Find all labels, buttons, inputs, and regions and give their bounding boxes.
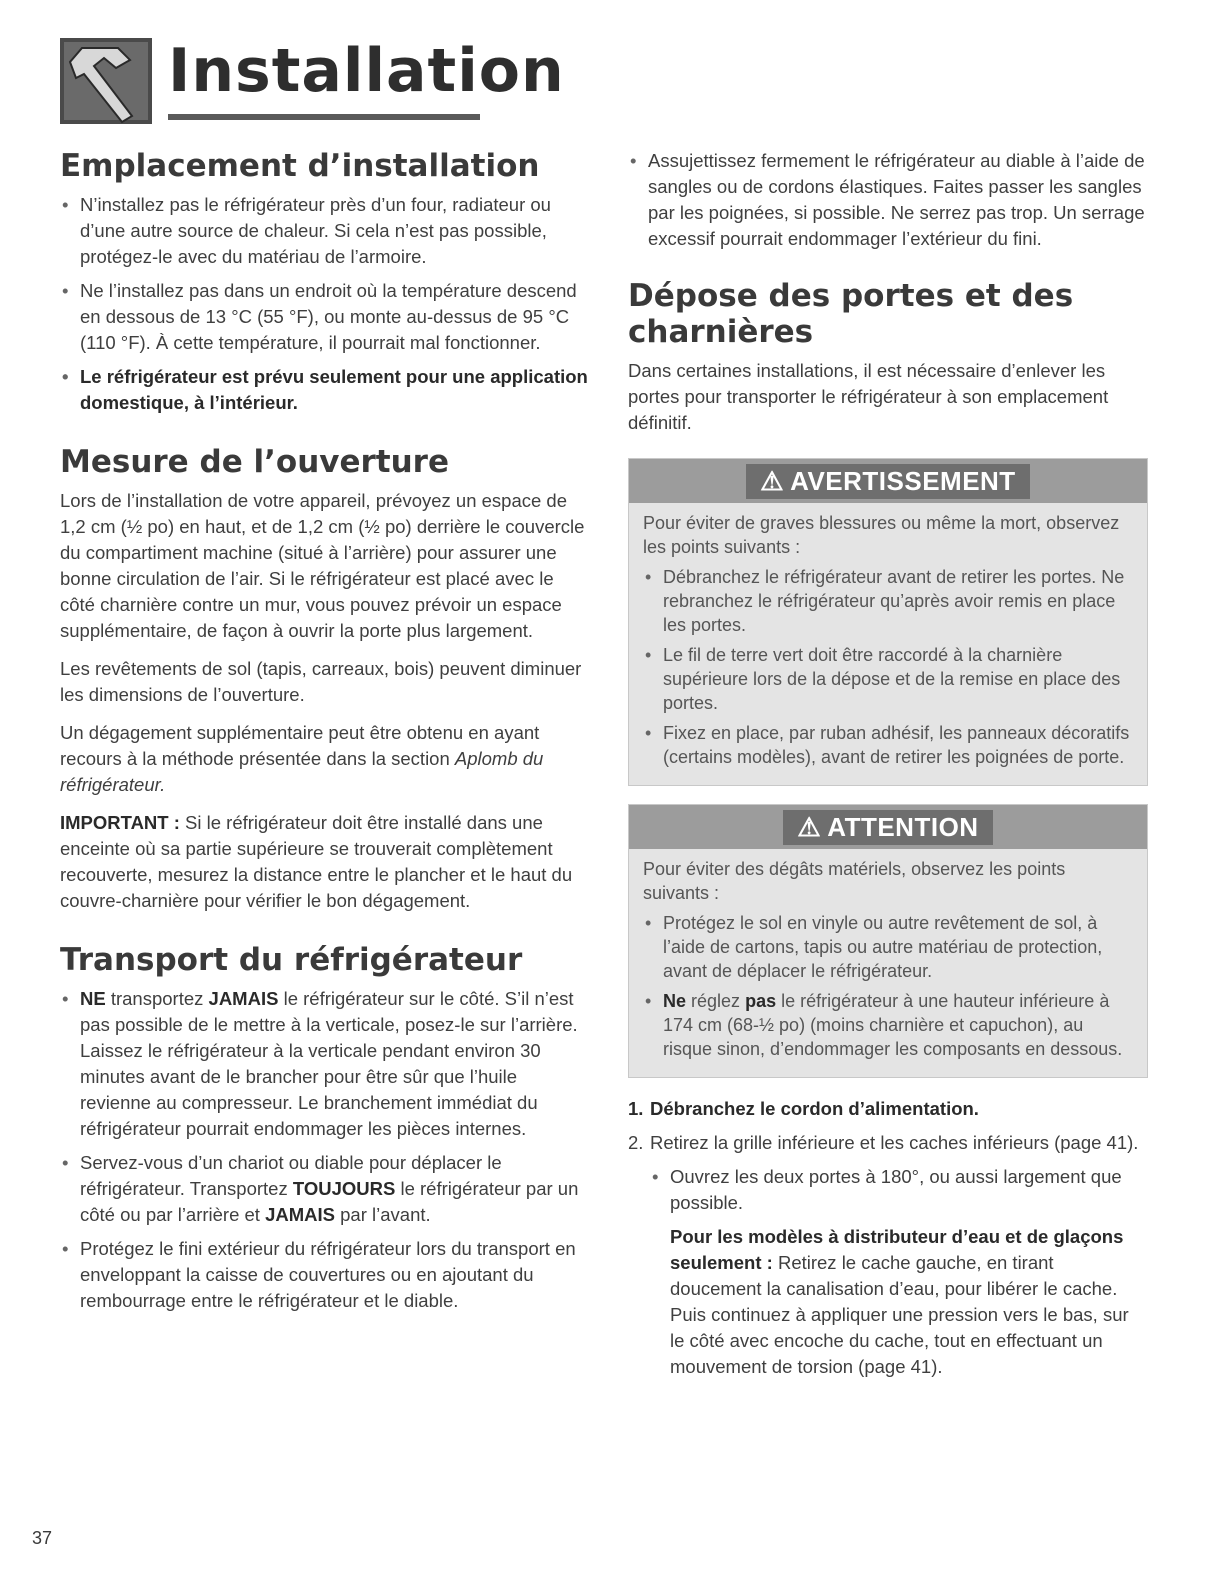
important-label: IMPORTANT : bbox=[60, 812, 180, 833]
step-number: 1. bbox=[628, 1098, 644, 1119]
paragraph bbox=[60, 810, 590, 914]
paragraph bbox=[60, 720, 590, 798]
heading-transport: Transport du réfrigérateur bbox=[60, 942, 523, 978]
list-item: • Ouvrez les deux portes à 180°, ou aussi largement que possible. bbox=[650, 1164, 1148, 1216]
caution-label: ATTENTION bbox=[827, 811, 979, 842]
list-item: • Protégez le sol en vinyle ou autre revêtement de sol, à l’aide de cartons, tapis ou autre matériau de protection, avant de déplacer le réfrigérateur. bbox=[643, 911, 1133, 983]
list-item: • Ne l’installez pas dans un endroit où la température descend en dessous de 13 °C (55 °F), ou monte au-dessus de 95 °C (110 °F). À cette température, il pourrait mal fonctionner. bbox=[60, 278, 590, 356]
models-note-label: Pour les modèles à distributeur d’eau et de glaçons seulement : bbox=[670, 1226, 1124, 1273]
text: le réfrigérateur à une hauteur inférieure à 174 cm (68-½ po) (moins charnière et capuchon), au risque sinon, d’endommager les composants en dessous. bbox=[663, 991, 1123, 1059]
emphasis: JAMAIS bbox=[265, 1204, 335, 1225]
text: le réfrigérateur par un côté ou par l’arrière et bbox=[80, 1178, 579, 1225]
warning-banner bbox=[629, 459, 1147, 503]
caution-list bbox=[643, 911, 1133, 1061]
list-item: • Le réfrigérateur est prévu seulement pour une application domestique, à l’intérieur. bbox=[60, 364, 590, 416]
emphasis: JAMAIS bbox=[208, 988, 279, 1009]
warning-list bbox=[643, 565, 1133, 769]
page-header bbox=[60, 30, 565, 135]
warning-intro: Pour éviter de graves blessures ou même la mort, observez les points suivants : bbox=[643, 513, 1120, 557]
text: transportez bbox=[110, 988, 204, 1009]
page-number: 37 bbox=[32, 1528, 53, 1548]
text: le réfrigérateur sur le côté. S’il n’est pas possible de le mettre à la verticale, posez-le sur l’arrière. Laissez le réfrigérateur à la verticale pendant environ 30 minutes avant de le brancher pour être sûr que l’huile revienne au compresseur. Le branchement immédiat du réfrigérateur pourrait endommager les pièces internes. bbox=[80, 988, 578, 1139]
caution-box bbox=[628, 804, 1148, 1078]
page-title: Installation bbox=[168, 36, 565, 106]
emphasis: Ne bbox=[663, 991, 687, 1011]
transport-list-cont bbox=[628, 148, 1148, 252]
heading-depose: Dépose des portes et des charnières bbox=[628, 278, 1074, 350]
step-item bbox=[628, 1130, 1148, 1156]
step-item bbox=[628, 1096, 1148, 1122]
warning-box bbox=[628, 458, 1148, 786]
substep-list bbox=[628, 1164, 1148, 1216]
list-item: • Assujettissez fermement le réfrigérateur au diable à l’aide de sangles ou de cordons élastiques. Faites passer les sangles par les poignées, si possible. Ne serrez pas trop. Un serrage excessif pourrait endommager l’extérieur du fini. bbox=[628, 148, 1148, 252]
paragraph: Les revêtements de sol (tapis, carreaux, bois) peuvent diminuer les dimensions de l’ouverture. bbox=[60, 658, 582, 705]
text: par l’avant. bbox=[340, 1204, 431, 1225]
step-text: Retirez la grille inférieure et les caches inférieurs (page 41). bbox=[650, 1132, 1139, 1153]
step-number: 2. bbox=[628, 1132, 644, 1153]
warning-label: AVERTISSEMENT bbox=[790, 465, 1016, 496]
emphasis: pas bbox=[745, 991, 777, 1011]
wrench-logo-icon bbox=[60, 38, 152, 124]
paragraph-text: Un dégagement supplémentaire peut être obtenu en ayant recours à la méthode présentée dans la section bbox=[60, 722, 540, 769]
list-item bbox=[60, 1150, 590, 1228]
transport-list bbox=[60, 986, 590, 1314]
heading-emplacement: Emplacement d’installation bbox=[60, 148, 540, 184]
steps-list bbox=[628, 1096, 1148, 1156]
list-item bbox=[60, 986, 590, 1142]
paragraph bbox=[628, 1224, 1148, 1380]
right-column bbox=[628, 148, 1148, 1392]
paragraph: Lors de l’installation de votre appareil, prévoyez un espace de 1,2 cm (½ po) en haut, et de 1,2 cm (½ po) derrière le couvercle du compartiment machine (situé à l’arrière) pour assurer une bonne circulation de l’air. Si le réfrigérateur est placé avec le côté charnière contre un mur, vous pouvez prévoir un espace supplémentaire, de façon à ouvrir la porte plus largement. bbox=[60, 490, 585, 641]
paragraph-text: Retirez le cache gauche, en tirant doucement la canalisation d’eau, pour libérer le cache. Puis continuez à appliquer une pression vers le bas, sur le côté avec encoche du cache, tout en effectuant un mouvement de torsion (page 41). bbox=[670, 1252, 1129, 1377]
list-item: • N’installez pas le réfrigérateur près d’un four, radiateur ou d’une autre source de chaleur. Si cela n’est pas possible, protégez-le avec du matériau de l’armoire. bbox=[60, 192, 590, 270]
list-item: • Le fil de terre vert doit être raccordé à la charnière supérieure lors de la dépose et de la remise en place des portes. bbox=[643, 643, 1133, 715]
text: réglez bbox=[691, 991, 741, 1011]
warning-triangle-icon: ⚠ bbox=[760, 465, 785, 496]
list-item bbox=[643, 989, 1133, 1061]
paragraph: Dans certaines installations, il est nécessaire d’enlever les portes pour transporter le réfrigérateur à son emplacement définitif. bbox=[628, 360, 1109, 433]
section-reference: Aplomb du réfrigérateur. bbox=[60, 748, 544, 795]
emplacement-list bbox=[60, 192, 590, 416]
title-underline bbox=[168, 114, 480, 120]
list-item: • Fixez en place, par ruban adhésif, les panneaux décoratifs (certains modèles), avant de retirer les poignées de porte. bbox=[643, 721, 1133, 769]
caution-banner bbox=[629, 805, 1147, 849]
left-column bbox=[60, 148, 590, 1326]
emphasis: NE bbox=[80, 988, 106, 1009]
caution-intro: Pour éviter des dégâts matériels, observez les points suivants : bbox=[643, 859, 1066, 903]
heading-mesure: Mesure de l’ouverture bbox=[60, 444, 449, 480]
paragraph-text: Si le réfrigérateur doit être installé dans une enceinte où sa partie supérieure se trouverait complètement recouverte, mesurez la distance entre le plancher et le haut du couvre-charnière pour vérifier le bon dégagement. bbox=[60, 812, 573, 911]
text: Servez-vous d’un chariot ou diable pour déplacer le réfrigérateur. Transportez bbox=[80, 1152, 502, 1199]
step-text: Débranchez le cordon d’alimentation. bbox=[650, 1098, 979, 1119]
warning-triangle-icon: ⚠ bbox=[797, 811, 822, 842]
list-item: • Protégez le fini extérieur du réfrigérateur lors du transport en enveloppant la caisse de couvertures ou en ajoutant du rembourrage entre le réfrigérateur et le diable. bbox=[60, 1236, 590, 1314]
list-item: • Débranchez le réfrigérateur avant de retirer les portes. Ne rebranchez le réfrigérateur qu’après avoir remis en place les portes. bbox=[643, 565, 1133, 637]
emphasis: TOUJOURS bbox=[292, 1178, 396, 1199]
